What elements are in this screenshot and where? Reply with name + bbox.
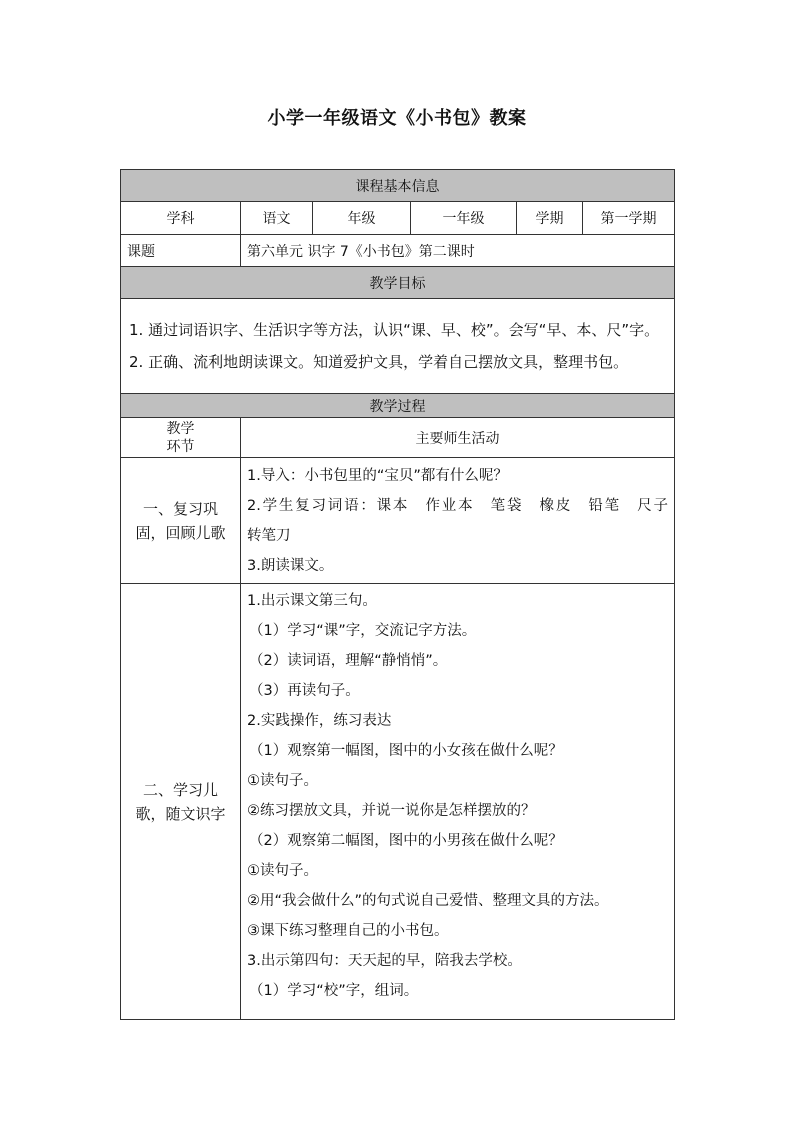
stage-column-header-line: 教学 [166, 420, 195, 437]
stage-name-line: 二、学习儿 [142, 780, 218, 799]
basic-info-header-row [121, 170, 675, 202]
activity-line: 1.导入：小书包里的“宝贝”都有什么呢？ [247, 467, 508, 484]
goal-item: 1. 通过词语识字、生活识字等方法，认识“课、早、校”。会写“早、本、尺”字。 [129, 321, 660, 339]
activity-line: 3.出示第四句：天天起的早，陪我去学校。 [247, 953, 522, 969]
process-header-row [121, 394, 675, 418]
activity-line: 1.出示课文第三句。 [247, 593, 377, 609]
grade-label: 年级 [313, 202, 411, 235]
basic-info-header: 课程基本信息 [121, 170, 675, 202]
stage-column-header-line: 环节 [166, 438, 195, 455]
lesson-plan-table [120, 169, 675, 1020]
activity-line: （1）学习“课”字，交流记字方法。 [249, 623, 477, 639]
activity-line: 2.学生复习词语：课本 作业本 笔袋 橡皮 铅笔 尺子 [247, 497, 669, 514]
grade-value: 一年级 [411, 202, 517, 235]
term-label: 学期 [517, 202, 583, 235]
activity-line: 转笔刀 [247, 527, 291, 544]
subject-value: 语文 [241, 202, 313, 235]
topic-label: 课题 [121, 235, 241, 267]
activity-line: 2.实践操作，练习表达 [247, 713, 392, 729]
stage-row [121, 458, 675, 584]
activity-line: （1）观察第一幅图，图中的小女孩在做什么呢？ [249, 743, 563, 759]
stage-column-header [121, 418, 241, 458]
activity-column-header: 主要师生活动 [241, 418, 675, 458]
activity-line: （2）观察第二幅图，图中的小男孩在做什么呢？ [249, 833, 563, 849]
topic-value: 第六单元 识字 7《小书包》第二课时 [241, 235, 675, 267]
goals-header-row [121, 267, 675, 299]
document-title: 小学一年级语文《小书包》教案 [267, 108, 527, 129]
term-value: 第一学期 [583, 202, 675, 235]
activity-line: （3）再读句子。 [249, 683, 360, 699]
stage-activities [241, 458, 675, 584]
stage-name [121, 458, 241, 584]
basic-info-row [121, 202, 675, 235]
activity-line: ②用“我会做什么”的句式说自己爱惜、整理文具的方法。 [247, 893, 609, 909]
activity-line: （1）学习“校”字，组词。 [249, 983, 419, 999]
stage-name-line: 歌，随文识字 [135, 804, 226, 823]
stage-name-line: 固，回顾儿歌 [135, 523, 226, 542]
activity-line: （2）读词语，理解“静悄悄”。 [249, 653, 448, 669]
activity-line: ①读句子。 [247, 863, 318, 879]
activity-line: ①读句子。 [247, 773, 318, 789]
activity-line: ②练习摆放文具，并说一说你是怎样摆放的？ [247, 803, 536, 819]
goals-header: 教学目标 [121, 267, 675, 299]
process-columns-row [121, 418, 675, 458]
goals-content [121, 299, 675, 394]
process-header: 教学过程 [121, 394, 675, 418]
stage-activities [241, 584, 675, 1020]
activity-line: ③课下练习整理自己的小书包。 [247, 923, 449, 939]
goals-row [121, 299, 675, 394]
subject-label: 学科 [121, 202, 241, 235]
stage-name-line: 一、复习巩 [142, 499, 218, 518]
topic-row [121, 235, 675, 267]
stage-name [121, 584, 241, 1020]
goal-item: 2. 正确、流利地朗读课文。知道爱护文具，学着自己摆放文具，整理书包。 [129, 353, 629, 371]
stage-row [121, 584, 675, 1020]
activity-line: 3.朗读课文。 [247, 557, 334, 574]
